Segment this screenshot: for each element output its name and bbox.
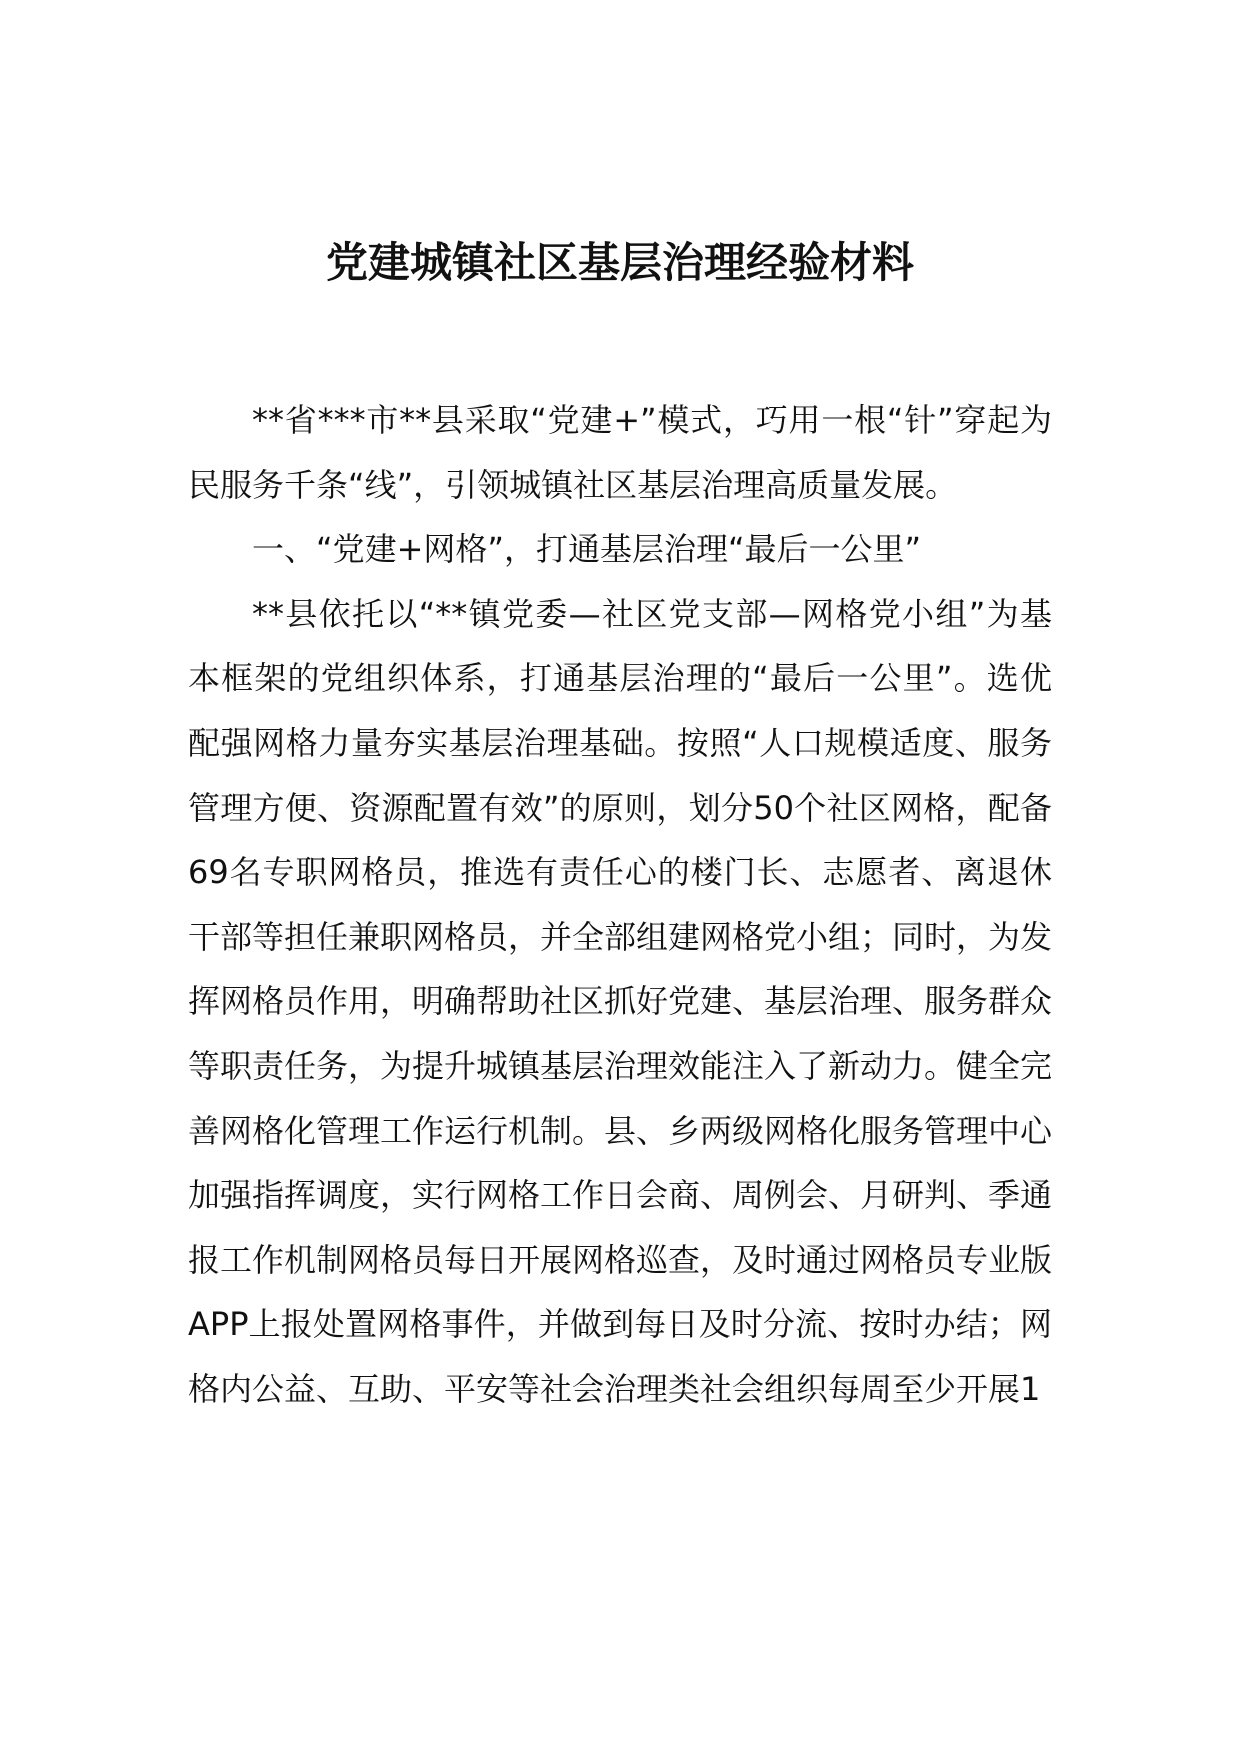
intro-paragraph: **省***市**县采取“党建+”模式，巧用一根“针”穿起为民服务千条“线”，引领城镇社区基层治理高质量发展。 [188, 401, 1052, 504]
section-1-paragraph: **县依托以“**镇党委—社区党支部—网格党小组”为基本框架的党组织体系，打通基层治理的“最后一公里”。选优配强网格力量夯实基层治理基础。按照“人口规模适度、服务管理方便、资源配置有效”的原则，划分50个社区网格，配备69名专职网格员，推选有责任心的楼门长、志愿者、离退休干部等担任兼职网格员，并全部组建网格党小组；同时，为发挥网格员作用，明确帮助社区抓好党建、基层治理、服务群众等职责任务，为提升城镇基层治理效能注入了新动力。健全完善网格化管理工作运行机制。县、乡两级网格化服务管理中心加强指挥调度，实行网格工作日会商、周例会、月研判、季通报工作机制网格员每日开展网格巡查，及时通过网格员专业版APP上报处置网格事件，并做到每日及时分流、按时办结；网格内公益、互助、平安等社会治理类社会组织每周至少开展1 [188, 594, 1053, 1408]
document-title: 党建城镇社区基层治理经验材料 [325, 238, 914, 288]
document-body [188, 388, 1052, 1422]
section-heading-1: 一、“党建+网格”，打通基层治理“最后一公里” [252, 530, 922, 569]
